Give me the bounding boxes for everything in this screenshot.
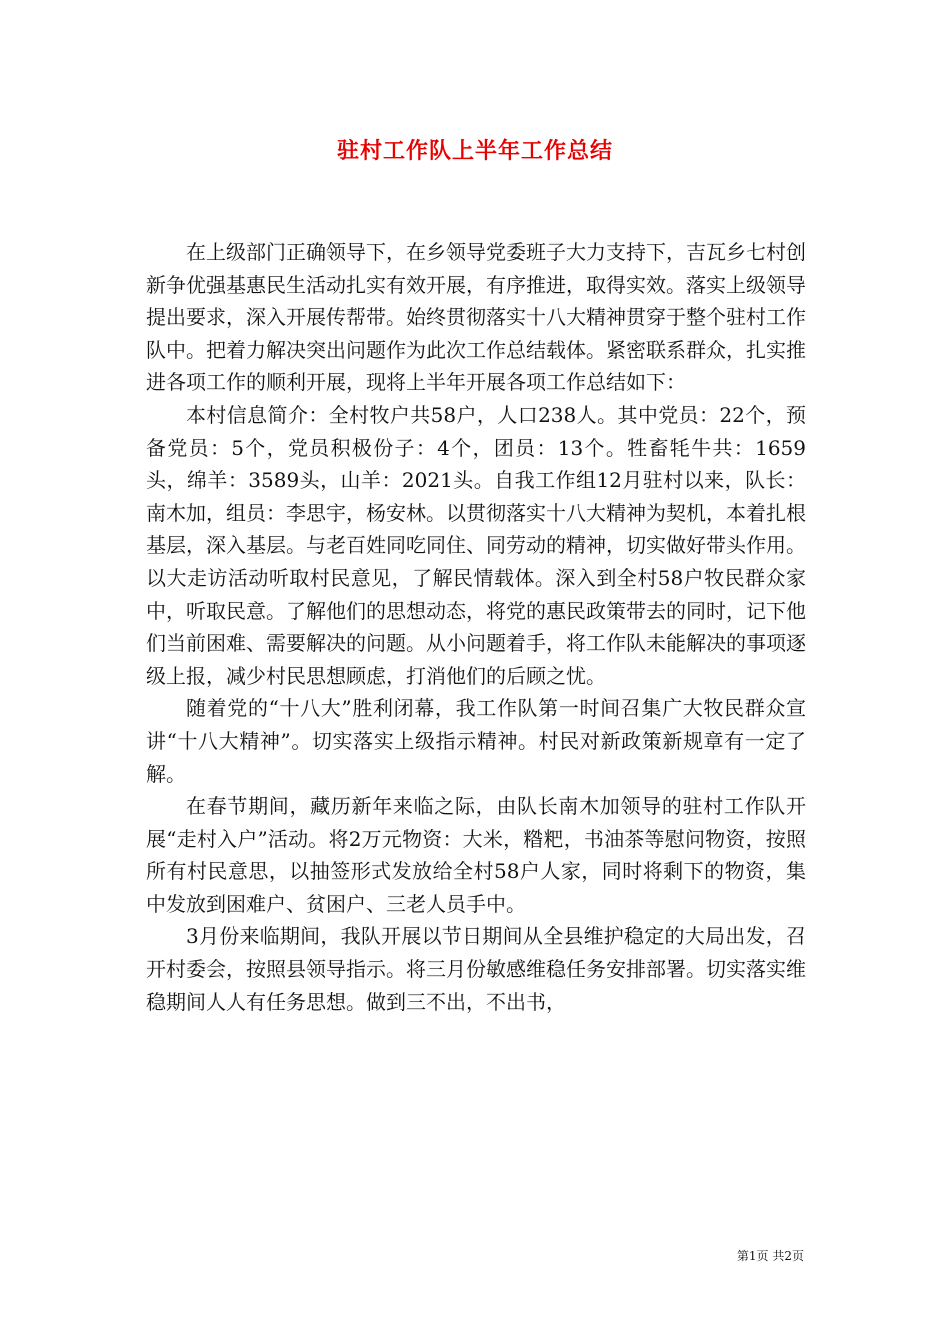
document-body xyxy=(146,236,806,1018)
paragraph-spring-festival: 在春节期间，藏历新年来临之际，由队长南木加领导的驻村工作队开展“走村入户”活动。将2万元物资：大米，糌粑，书油茶等慰问物资，按照所有村民意思，以抽签形式发放给全村58户人家，同时将剩下的物资，集中发放到困难户、贫困户、三老人员手中。 xyxy=(146,794,806,916)
paragraph-village-info: 本村信息简介：全村牧户共58户，人口238人。其中党员：22个，预备党员：5个，党员积极份子：4个，团员：13个。牲畜牦牛共：1659头，绵羊：3589头，山羊：2021头。自我工作组12月驻村以来，队长：南木加，组员：李思宇，杨安林。以贯彻落实十八大精神为契机，本着扎根基层，深入基层。与老百姓同吃同住、同劳动的精神，切实做好带头作用。以大走访活动听取村民意见，了解民情载体。深入到全村58户牧民群众家中，听取民意。了解他们的思想动态，将党的惠民政策带去的同时，记下他们当前困难、需要解决的问题。从小问题着手，将工作队未能解决的事项逐级上报，减少村民思想顾虑，打消他们的后顾之忧。 xyxy=(146,402,806,688)
page-number: 第1页 共2页 xyxy=(736,1249,804,1263)
paragraph-intro: 在上级部门正确领导下，在乡领导党委班子大力支持下，吉瓦乡七村创新争优强基惠民生活动扎实有效开展，有序推进，取得实效。落实上级领导提出要求，深入开展传帮带。始终贯彻落实十八大精神贯穿于整个驻村工作队中。把着力解决突出问题作为此次工作总结载体。紧密联系群众，扎实推进各项工作的顺利开展，现将上半年开展各项工作总结如下： xyxy=(146,240,806,395)
document-title: 驻村工作队上半年工作总结 xyxy=(336,138,613,164)
paragraph-march-stability: 3月份来临期间，我队开展以节日期间从全县维护稳定的大局出发，召开村委会，按照县领导指示。将三月份敏感维稳任务安排部署。切实落实维稳期间人人有任务思想。做到三不出，不出书， xyxy=(146,924,806,1014)
paragraph-eighteenth-congress: 随着党的“十八大”胜利闭幕，我工作队第一时间召集广大牧民群众宣讲“十八大精神”。切实落实上级指示精神。村民对新政策新规章有一定了解。 xyxy=(146,696,806,786)
